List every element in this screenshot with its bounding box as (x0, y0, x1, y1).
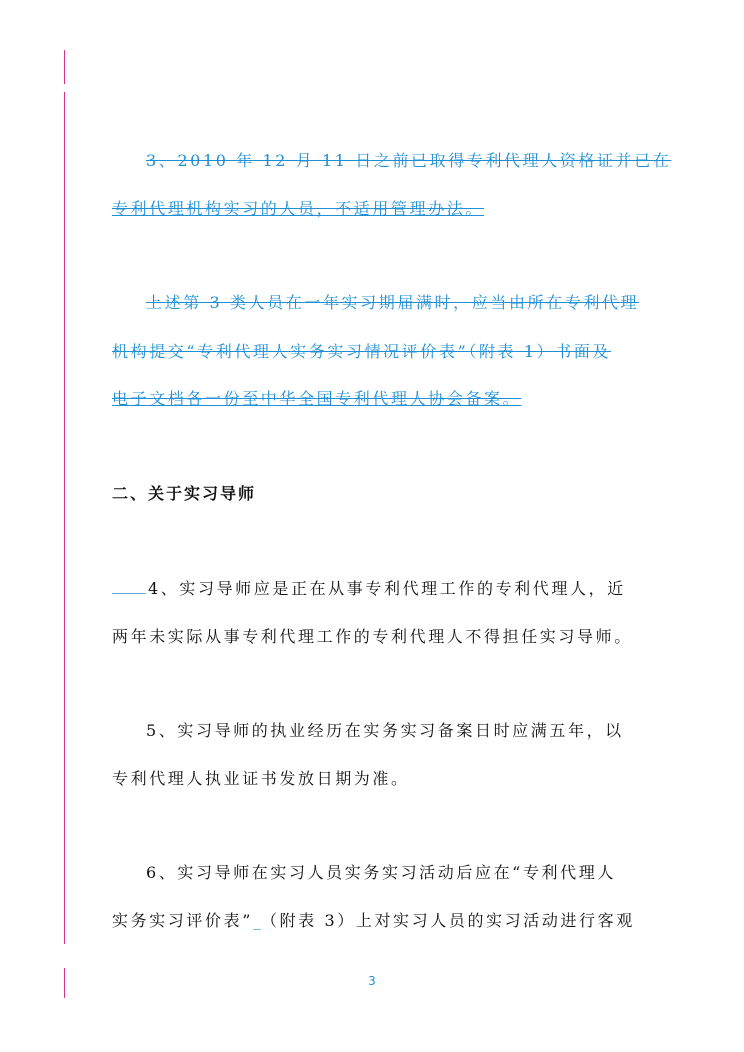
section-heading: 二、关于实习导师 (112, 484, 257, 503)
deleted-paragraph-note-line-1: 上述第 3 类人员在一年实习期届满时，应当由所在专利代理 (146, 293, 640, 312)
deleted-paragraph-3-line-1: 3、2010 年 12 月 11 日之前已取得专利代理人资格证并已在 (146, 151, 672, 170)
item-4-line-2: 两年未实际从事专利代理工作的专利代理人不得担任实习导师。 (112, 627, 633, 646)
item-4-line-1 (112, 578, 626, 600)
deleted-paragraph-note-line-2: 机构提交“专利代理人实务实习情况评价表”（附表 1）书面及 (112, 342, 612, 361)
item-6-text-a: 实务实习评价表” (112, 911, 253, 930)
inserted-indent-mark (112, 581, 146, 594)
page-number: 3 (368, 974, 376, 988)
item-5-line-2: 专利代理人执业证书发放日期为准。 (112, 769, 410, 788)
deleted-paragraph-note-line-3: 电子文档各一份至中华全国专利代理人协会备案。 (112, 389, 522, 408)
revision-bar-top (64, 50, 65, 84)
item-6-line-2 (112, 910, 635, 932)
deleted-paragraph-3-line-2: 专利代理机构实习的人员，不适用管理办法。 (112, 199, 485, 218)
revision-mark: _ (252, 911, 261, 930)
item-4-text: 4、实习导师应是正在从事专利代理工作的专利代理人，近 (148, 579, 626, 598)
item-6-line-1: 6、实习导师在实习人员实务实习活动后应在“专利代理人 (146, 863, 616, 882)
revision-bar-main (64, 92, 65, 944)
item-6-text-b: （附表 3）上对实习人员的实习活动进行客观 (260, 911, 635, 930)
item-5-line-1: 5、实习导师的执业经历在实务实习备案日时应满五年，以 (146, 721, 624, 740)
